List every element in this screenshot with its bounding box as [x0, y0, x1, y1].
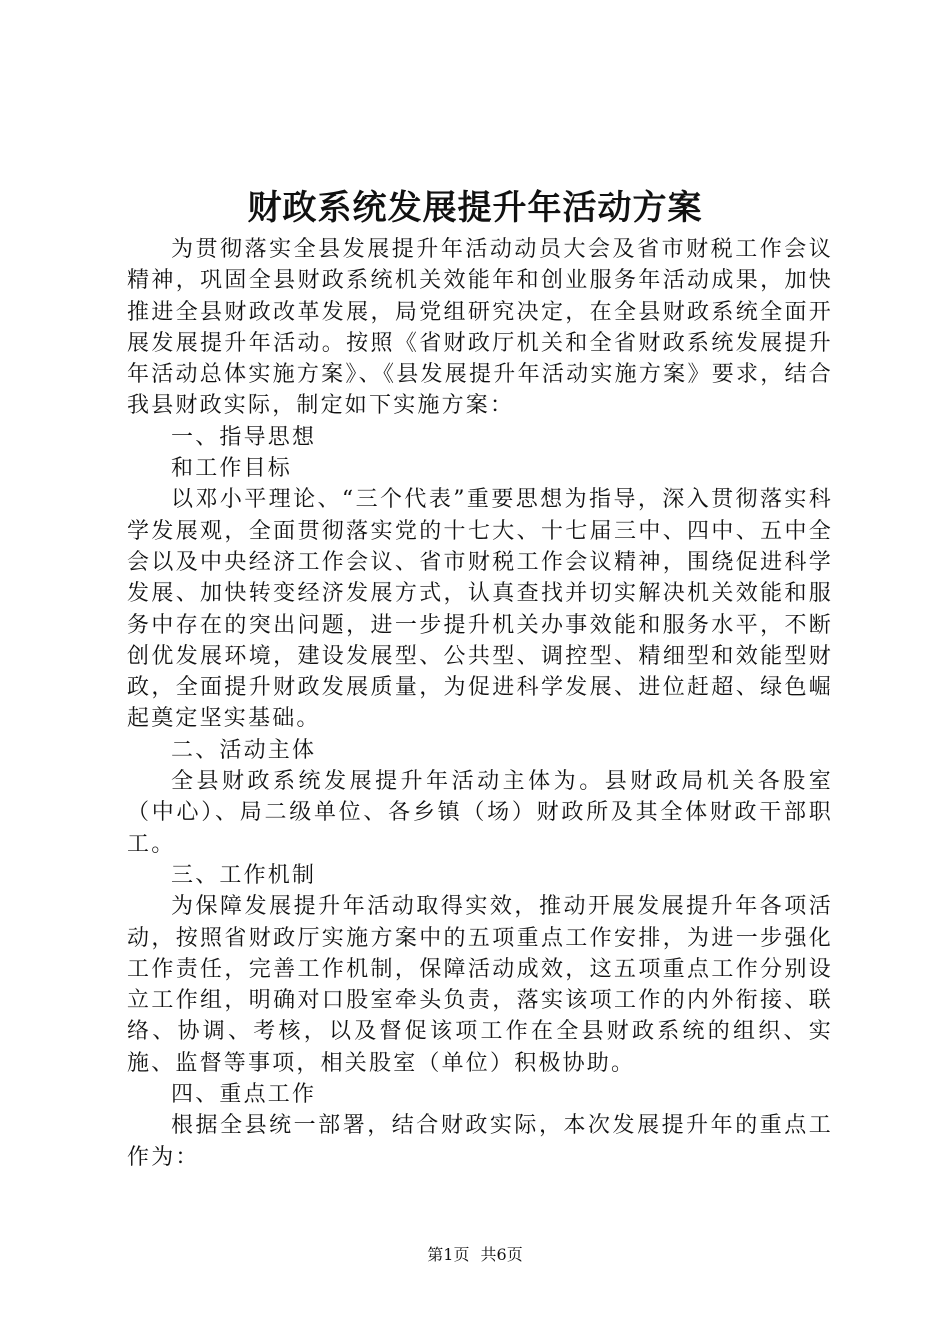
- section-heading-4: 四、重点工作: [171, 1082, 317, 1108]
- paragraph-activity-subject: 全县财政系统发展提升年活动主体为。县财政局机关各股室（中心）、局二级单位、各乡镇（场）财政所及其全体财政干部职工。: [127, 769, 833, 857]
- page-total: 共6页: [480, 1245, 523, 1264]
- section-heading-1: 一、指导思想: [171, 424, 317, 450]
- section-heading-1-continued: 和工作目标: [171, 456, 293, 482]
- section-heading-2: 二、活动主体: [171, 737, 317, 763]
- paragraph-guiding-thought: 以邓小平理论、“三个代表”重要思想为指导，深入贯彻落实科学发展观，全面贯彻落实党的十七大、十七届三中、四中、五中全会以及中央经济工作会议、省市财税工作会议精神，围绕促进科学发展、加快转变经济发展方式，认真查找并切实解决机关效能和服务中存在的突出问题，进一步提升机关办事效能和服务水平，不断创优发展环境，建设发展型、公共型、调控型、精细型和效能型财政，全面提升财政发展质量，为促进科学发展、进位赶超、绿色崛起奠定坚实基础。: [127, 487, 833, 732]
- section-heading-3: 三、工作机制: [171, 862, 317, 888]
- paragraph-key-work: 根据全县统一部署，结合财政实际，本次发展提升年的重点工作为：: [127, 1113, 833, 1170]
- paragraph-work-mechanism: 为保障发展提升年活动取得实效，推动开展发展提升年各项活动，按照省财政厅实施方案中的五项重点工作安排，为进一步强化工作责任，完善工作机制，保障活动成效，这五项重点工作分别设立工作组，明确对口股室牵头负责，落实该项工作的内外衔接、联络、协调、考核，以及督促该项工作在全县财政系统的组织、实施、监督等事项，相关股室（单位）积极协助。: [127, 894, 833, 1076]
- page-footer: [0, 1244, 950, 1266]
- paragraph-intro: 为贯彻落实全县发展提升年活动动员大会及省市财税工作会议精神，巩固全县财政系统机关效能年和创业服务年活动成果，加快推进全县财政改革发展，局党组研究决定，在全县财政系统全面开展发展提升年活动。按照《省财政厅机关和全省财政系统发展提升年活动总体实施方案》、《县发展提升年活动实施方案》要求，结合我县财政实际，制定如下实施方案：: [127, 237, 833, 419]
- page-number: 第1页: [427, 1245, 470, 1264]
- document-body: [127, 234, 833, 1173]
- document-title: 财政系统发展提升年活动方案: [247, 188, 703, 228]
